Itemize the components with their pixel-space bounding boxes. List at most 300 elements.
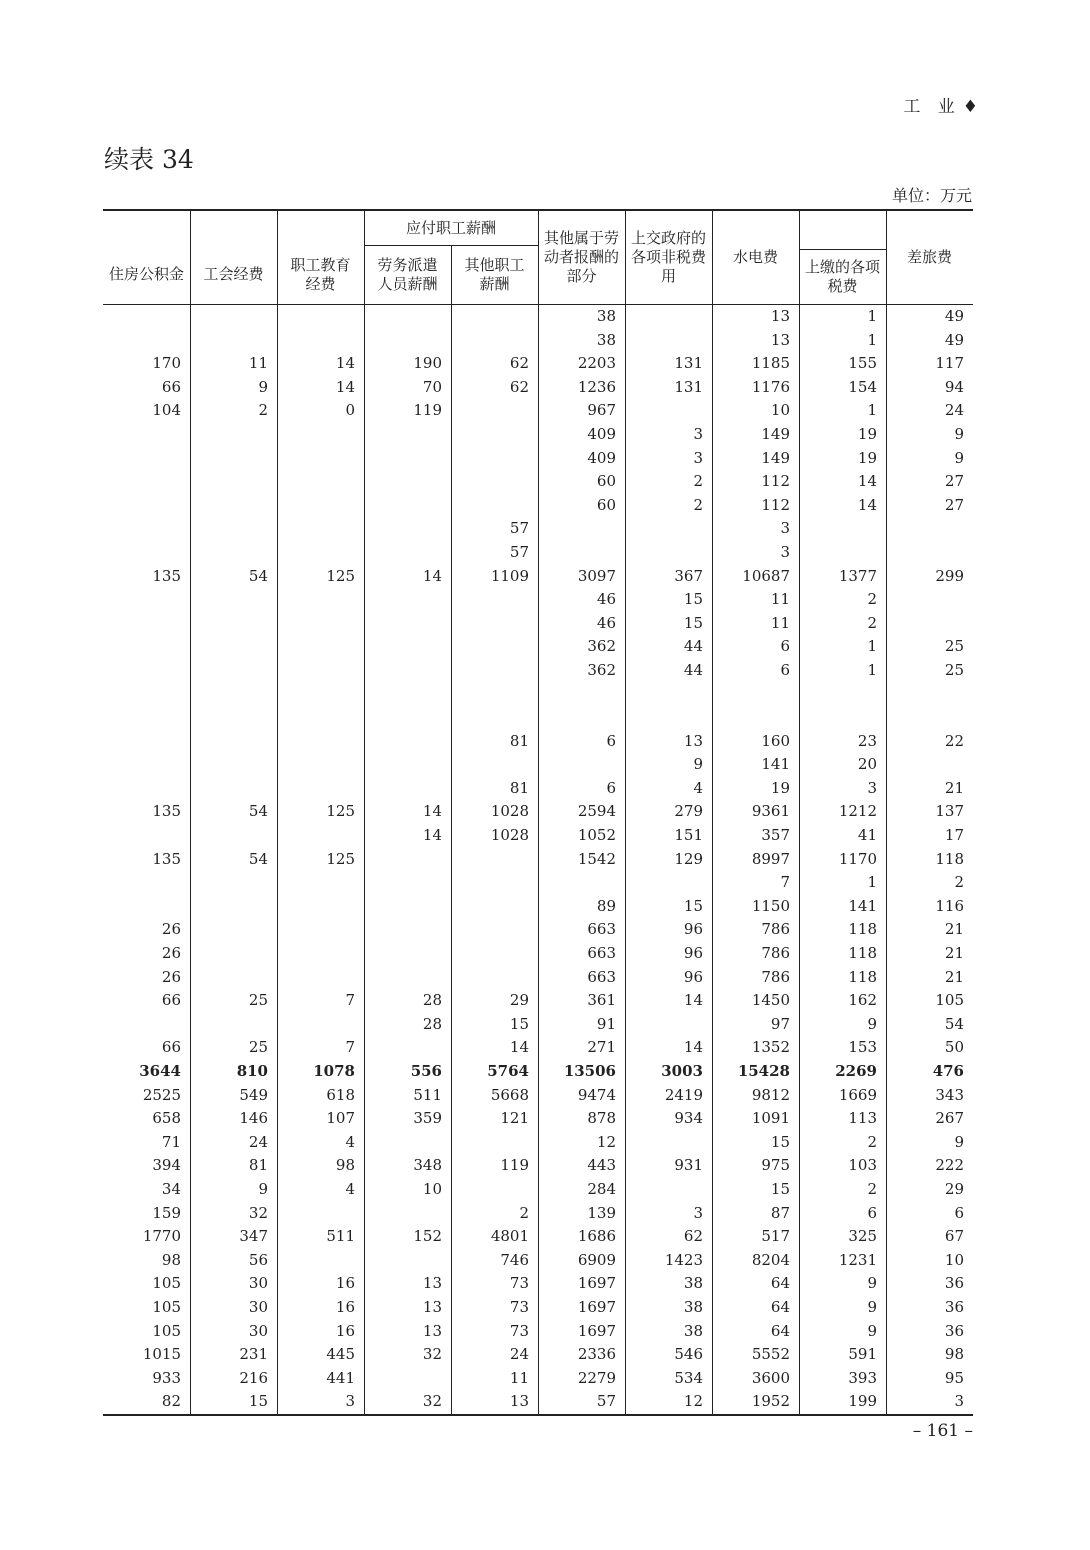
table-cell: 9 <box>258 1179 268 1198</box>
table-cell: 3 <box>693 1203 703 1222</box>
table-row <box>103 1249 973 1273</box>
table-cell: 1109 <box>490 566 529 585</box>
table-cell <box>277 329 364 353</box>
table-cell: 9 <box>867 1297 877 1316</box>
table-cell <box>190 517 277 541</box>
table-cell: 162 <box>848 991 877 1010</box>
table-cell: 663 <box>587 920 616 939</box>
table-cell <box>886 517 973 541</box>
table-cell: 878 <box>587 1109 616 1128</box>
table-cell <box>451 753 538 777</box>
table-cell: 22 <box>944 731 964 750</box>
table-cell <box>886 683 973 707</box>
table-cell: 16 <box>335 1274 355 1293</box>
table-cell: 1697 <box>577 1274 616 1293</box>
table-cell <box>625 541 712 565</box>
table-cell <box>712 706 799 730</box>
table-cell <box>277 824 364 848</box>
table-cell: 154 <box>848 377 877 396</box>
table-cell: 38 <box>596 307 616 325</box>
table-cell <box>277 918 364 942</box>
table-cell: 11 <box>248 354 268 373</box>
table-cell: 50 <box>944 1038 964 1057</box>
table-cell: 8204 <box>751 1250 790 1269</box>
table-cell <box>190 635 277 659</box>
table-cell: 1423 <box>664 1250 703 1269</box>
table-cell: 1697 <box>577 1297 616 1316</box>
table-cell: 13 <box>770 330 790 349</box>
table-cell: 91 <box>596 1014 616 1033</box>
table-cell: 967 <box>587 401 616 420</box>
table-cell: 16 <box>335 1297 355 1316</box>
table-cell: 362 <box>587 637 616 656</box>
header-column-divider <box>538 211 539 304</box>
table-cell <box>277 659 364 683</box>
table-cell <box>103 612 190 636</box>
table-row <box>103 848 973 872</box>
table-cell: 6909 <box>577 1250 616 1269</box>
table-cell <box>451 1131 538 1155</box>
table-cell: 29 <box>509 991 529 1010</box>
table-cell: 2 <box>954 873 964 892</box>
table-cell: 2203 <box>577 354 616 373</box>
table-cell <box>103 635 190 659</box>
table-cell: 70 <box>422 377 442 396</box>
table-cell <box>190 1013 277 1037</box>
table-row <box>103 871 973 895</box>
table-cell: 591 <box>848 1345 877 1364</box>
table-cell: 6 <box>606 778 616 797</box>
header-column-divider <box>799 211 800 304</box>
table-cell <box>277 1202 364 1226</box>
table-cell: 6 <box>867 1203 877 1222</box>
table-cell: 46 <box>596 590 616 609</box>
table-cell <box>103 447 190 471</box>
table-cell: 786 <box>761 920 790 939</box>
table-cell <box>190 447 277 471</box>
table-cell: 534 <box>674 1368 703 1387</box>
table-cell: 13 <box>422 1297 442 1316</box>
column-header-1: 住房公积金 <box>108 265 184 283</box>
table-cell: 15 <box>683 613 703 632</box>
table-cell: 87 <box>770 1203 790 1222</box>
table-cell: 1377 <box>838 566 877 585</box>
table-cell: 81 <box>509 778 529 797</box>
table-cell: 54 <box>944 1014 964 1033</box>
table-cell: 95 <box>944 1368 964 1387</box>
table-cell: 21 <box>944 920 964 939</box>
table-cell: 60 <box>596 472 616 491</box>
table-row <box>103 824 973 848</box>
table-row <box>103 1272 973 1296</box>
table-cell: 3 <box>780 519 790 538</box>
table-cell: 3 <box>693 448 703 467</box>
table-cell: 96 <box>683 944 703 963</box>
table-cell: 1091 <box>751 1109 790 1128</box>
table-cell: 56 <box>248 1250 268 1269</box>
table-cell: 21 <box>944 778 964 797</box>
table-cell: 9 <box>954 1132 964 1151</box>
table-cell: 15 <box>770 1132 790 1151</box>
table-cell <box>103 753 190 777</box>
table-row <box>103 541 973 565</box>
table-cell: 6 <box>606 731 616 750</box>
table-cell <box>799 706 886 730</box>
table-cell: 441 <box>326 1368 355 1387</box>
table-cell: 30 <box>248 1297 268 1316</box>
table-cell <box>277 447 364 471</box>
table-cell: 5552 <box>751 1345 790 1364</box>
table-cell: 13 <box>683 731 703 750</box>
table-cell: 1185 <box>751 354 790 373</box>
table-cell: 57 <box>509 542 529 561</box>
table-cell: 7 <box>345 1038 355 1057</box>
table-row <box>103 565 973 589</box>
table-cell <box>277 541 364 565</box>
table-cell: 105 <box>152 1321 181 1340</box>
table-cell: 2 <box>693 472 703 491</box>
table-cell: 2 <box>867 1179 877 1198</box>
table-row <box>103 1390 973 1414</box>
table-cell: 30 <box>248 1321 268 1340</box>
table-cell <box>103 517 190 541</box>
table-cell: 3 <box>867 778 877 797</box>
table-cell: 13 <box>770 307 790 325</box>
table-cell <box>190 706 277 730</box>
table-row <box>103 423 973 447</box>
table-cell: 2 <box>258 401 268 420</box>
table-cell: 25 <box>248 991 268 1010</box>
table-cell <box>364 871 451 895</box>
table-row <box>103 376 973 400</box>
header-column-divider <box>277 211 278 304</box>
table-cell: 27 <box>944 495 964 514</box>
table-cell: 14 <box>683 1038 703 1057</box>
table-cell: 98 <box>161 1250 181 1269</box>
table-cell: 32 <box>422 1345 442 1364</box>
table-cell: 786 <box>761 967 790 986</box>
table-cell: 96 <box>683 920 703 939</box>
table-cell: 32 <box>422 1392 442 1411</box>
table-cell: 66 <box>161 377 181 396</box>
table-cell: 49 <box>944 330 964 349</box>
table-cell: 81 <box>509 731 529 750</box>
table-cell <box>364 1202 451 1226</box>
table-cell: 119 <box>500 1156 529 1175</box>
table-row <box>103 989 973 1013</box>
table-cell <box>451 635 538 659</box>
table-cell: 141 <box>761 755 790 774</box>
table-cell: 54 <box>248 802 268 821</box>
table-cell <box>277 470 364 494</box>
table-row <box>103 1084 973 1108</box>
table-cell: 9474 <box>577 1085 616 1104</box>
column-header-6: 其他属于劳 动者报酬的 部分 <box>543 229 619 285</box>
header-column-divider <box>364 211 365 304</box>
table-cell: 125 <box>326 849 355 868</box>
table-cell <box>538 517 625 541</box>
header-column-divider <box>886 211 887 304</box>
table-cell: 14 <box>509 1038 529 1057</box>
table-cell <box>190 777 277 801</box>
table-cell: 113 <box>848 1109 877 1128</box>
table-cell: 343 <box>935 1085 964 1104</box>
table-cell: 2 <box>867 613 877 632</box>
table-cell <box>538 706 625 730</box>
table-row <box>103 800 973 824</box>
table-cell <box>277 517 364 541</box>
table-cell: 14 <box>422 566 442 585</box>
column-header-4: 劳务派遣 人员薪酬 <box>377 255 438 293</box>
table-cell: 137 <box>935 802 964 821</box>
table-cell <box>103 824 190 848</box>
table-cell: 13506 <box>563 1062 616 1080</box>
table-cell <box>451 871 538 895</box>
table-cell: 14 <box>422 802 442 821</box>
table-cell: 29 <box>944 1179 964 1198</box>
table-cell <box>190 329 277 353</box>
table-cell: 21 <box>944 967 964 986</box>
table-cell: 2 <box>867 1132 877 1151</box>
table-cell: 3 <box>780 542 790 561</box>
table-cell: 66 <box>161 1038 181 1057</box>
table-cell: 357 <box>761 826 790 845</box>
table-cell <box>451 305 538 329</box>
table-cell: 20 <box>857 755 877 774</box>
table-cell: 71 <box>161 1132 181 1151</box>
table-cell: 14 <box>857 472 877 491</box>
table-cell: 1 <box>867 307 877 325</box>
table-cell: 15 <box>248 1392 268 1411</box>
table-cell: 25 <box>944 660 964 679</box>
table-cell <box>103 895 190 919</box>
table-cell <box>364 730 451 754</box>
table-cell: 1078 <box>313 1062 355 1080</box>
table-cell <box>886 612 973 636</box>
table-cell: 3644 <box>139 1062 181 1080</box>
table-cell: 28 <box>422 991 442 1010</box>
table-cell: 105 <box>152 1297 181 1316</box>
table-cell: 152 <box>413 1227 442 1246</box>
table-cell <box>277 895 364 919</box>
table-cell <box>364 753 451 777</box>
table-cell <box>451 470 538 494</box>
table-cell <box>799 541 886 565</box>
table-cell: 786 <box>761 944 790 963</box>
table-cell <box>190 966 277 990</box>
table-cell: 658 <box>152 1109 181 1128</box>
table-cell: 64 <box>770 1321 790 1340</box>
table-cell <box>277 305 364 329</box>
table-cell <box>364 588 451 612</box>
table-cell: 73 <box>509 1321 529 1340</box>
table-cell: 23 <box>857 731 877 750</box>
table-cell: 3 <box>345 1392 355 1411</box>
running-head-text: 工 业 <box>903 97 961 117</box>
table-cell: 6 <box>780 660 790 679</box>
table-cell: 12 <box>596 1132 616 1151</box>
table-cell: 149 <box>761 448 790 467</box>
table-cell: 663 <box>587 967 616 986</box>
table-row <box>103 659 973 683</box>
table-cell: 125 <box>326 566 355 585</box>
table-cell: 3 <box>954 1392 964 1411</box>
table-cell <box>364 942 451 966</box>
table-cell: 10 <box>422 1179 442 1198</box>
table-cell <box>277 1249 364 1273</box>
table-cell: 2 <box>867 590 877 609</box>
table-cell: 325 <box>848 1227 877 1246</box>
table-cell: 118 <box>848 967 877 986</box>
table-row <box>103 352 973 376</box>
table-cell: 15 <box>683 896 703 915</box>
table-cell <box>886 588 973 612</box>
table-cell: 190 <box>413 354 442 373</box>
table-cell: 1028 <box>490 802 529 821</box>
table-row <box>103 1036 973 1060</box>
table-cell: 19 <box>857 424 877 443</box>
table-cell <box>190 753 277 777</box>
table-cell <box>190 683 277 707</box>
group-header-label: 应付职工薪酬 <box>405 218 496 237</box>
table-cell: 131 <box>674 354 703 373</box>
table-cell: 116 <box>935 896 964 915</box>
table-cell: 279 <box>674 802 703 821</box>
column-header-8: 水电费 <box>732 248 778 266</box>
table-cell: 549 <box>239 1085 268 1104</box>
table-cell: 118 <box>848 944 877 963</box>
table-cell <box>103 470 190 494</box>
table-header <box>103 211 973 305</box>
table-cell: 9 <box>867 1321 877 1340</box>
table-cell <box>277 635 364 659</box>
table-cell: 11 <box>770 590 790 609</box>
column-header-3: 职工教育 经费 <box>290 255 351 293</box>
table-cell: 64 <box>770 1274 790 1293</box>
table-cell: 32 <box>248 1203 268 1222</box>
table-cell: 27 <box>944 472 964 491</box>
table-row <box>103 517 973 541</box>
column-header-10: 差旅费 <box>906 248 952 266</box>
table-cell <box>190 423 277 447</box>
table-cell: 38 <box>683 1297 703 1316</box>
table-cell: 1952 <box>751 1392 790 1411</box>
table-cell: 66 <box>161 991 181 1010</box>
table-cell: 151 <box>674 826 703 845</box>
table-cell: 556 <box>410 1062 442 1080</box>
table-row <box>103 942 973 966</box>
table-bottom-rule <box>103 1414 973 1416</box>
table-cell: 1 <box>867 660 877 679</box>
table-cell: 38 <box>596 330 616 349</box>
table-cell <box>364 1131 451 1155</box>
table-cell <box>277 966 364 990</box>
table-cell: 2525 <box>142 1085 181 1104</box>
table-cell <box>364 706 451 730</box>
table-cell <box>451 683 538 707</box>
table-row <box>103 706 973 730</box>
table-cell: 104 <box>152 401 181 420</box>
table-cell: 1 <box>867 873 877 892</box>
table-cell: 117 <box>935 354 964 373</box>
table-cell <box>451 612 538 636</box>
table-row <box>103 447 973 471</box>
table-row <box>103 683 973 707</box>
table-cell: 3003 <box>661 1062 703 1080</box>
table-cell <box>451 423 538 447</box>
table-cell <box>625 1178 712 1202</box>
table-cell <box>190 824 277 848</box>
table-cell: 49 <box>944 307 964 325</box>
table-cell: 15428 <box>737 1062 790 1080</box>
table-cell: 9 <box>867 1014 877 1033</box>
table-cell <box>103 1013 190 1037</box>
table-cell: 107 <box>326 1109 355 1128</box>
table-cell: 443 <box>587 1156 616 1175</box>
table-cell: 26 <box>161 967 181 986</box>
table-cell: 160 <box>761 731 790 750</box>
header-column-divider <box>712 211 713 304</box>
table-row <box>103 753 973 777</box>
table-cell <box>190 541 277 565</box>
table-cell: 359 <box>413 1109 442 1128</box>
running-head <box>903 92 978 117</box>
table-cell: 2419 <box>664 1085 703 1104</box>
table-cell <box>190 494 277 518</box>
table-cell: 7 <box>345 991 355 1010</box>
table-cell: 36 <box>944 1321 964 1340</box>
table-cell: 663 <box>587 944 616 963</box>
table-cell <box>277 871 364 895</box>
table-cell: 129 <box>674 849 703 868</box>
table-cell: 135 <box>152 849 181 868</box>
table-cell: 347 <box>239 1227 268 1246</box>
table-cell: 14 <box>683 991 703 1010</box>
table-cell <box>451 1178 538 1202</box>
table-cell <box>277 683 364 707</box>
table-cell: 8997 <box>751 849 790 868</box>
table-cell <box>277 588 364 612</box>
table-cell: 476 <box>932 1062 964 1080</box>
table-cell <box>190 305 277 329</box>
table-cell: 82 <box>161 1392 181 1411</box>
table-cell <box>451 447 538 471</box>
table-cell: 62 <box>509 377 529 396</box>
table-cell: 135 <box>152 802 181 821</box>
table-cell: 17 <box>944 826 964 845</box>
table-row <box>103 1343 973 1367</box>
table-cell: 445 <box>326 1345 355 1364</box>
table-cell: 517 <box>761 1227 790 1246</box>
table-cell: 1542 <box>577 849 616 868</box>
table-cell: 146 <box>239 1109 268 1128</box>
table-cell <box>103 588 190 612</box>
table-cell <box>190 871 277 895</box>
table-cell: 199 <box>848 1392 877 1411</box>
table-cell <box>364 447 451 471</box>
table-cell: 1236 <box>577 377 616 396</box>
table-cell: 10687 <box>742 566 790 585</box>
table-cell <box>451 588 538 612</box>
table-cell: 60 <box>596 495 616 514</box>
table-cell <box>625 1013 712 1037</box>
table-cell <box>103 659 190 683</box>
table-cell: 216 <box>239 1368 268 1387</box>
table-row <box>103 329 973 353</box>
table-cell: 409 <box>587 424 616 443</box>
column-header-7: 上交政府的 各项非税费 用 <box>630 229 706 285</box>
table-cell: 10 <box>944 1250 964 1269</box>
